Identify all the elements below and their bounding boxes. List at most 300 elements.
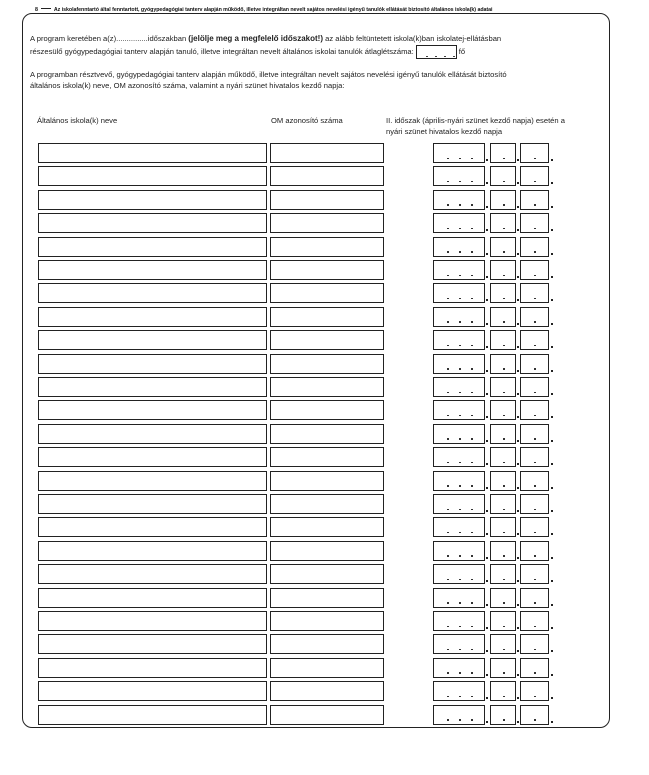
digit-tick bbox=[503, 321, 505, 323]
date-separator bbox=[486, 557, 488, 559]
school-name-field[interactable] bbox=[38, 611, 267, 631]
school-name-field[interactable] bbox=[38, 400, 267, 420]
year-field[interactable] bbox=[433, 354, 485, 374]
year-field[interactable] bbox=[433, 611, 485, 631]
section-title: Az iskolafenntartó által fenntartott, gyógypedagógiai tanterv alapján működő, illetve integráltan nevelt sajátos nevelési igényű tanulók ellátását biztosító általános iskola(k) adatai bbox=[53, 7, 493, 13]
day-field[interactable] bbox=[520, 237, 549, 257]
year-field[interactable] bbox=[433, 400, 485, 420]
month-field[interactable] bbox=[490, 237, 516, 257]
para1-text-pre: A program keretében a(z)...............időszakban bbox=[30, 34, 187, 43]
digit-tick bbox=[503, 204, 505, 206]
digit-tick bbox=[459, 204, 461, 206]
om-id-field[interactable] bbox=[270, 634, 384, 654]
digit-tick bbox=[503, 275, 505, 277]
digit-tick bbox=[459, 415, 461, 417]
month-field[interactable] bbox=[490, 517, 516, 537]
school-name-field[interactable] bbox=[38, 424, 267, 444]
om-id-field[interactable] bbox=[270, 237, 384, 257]
average-headcount-input[interactable] bbox=[416, 45, 457, 59]
para1-line1 bbox=[30, 34, 501, 45]
date-separator bbox=[517, 627, 519, 629]
om-id-field[interactable] bbox=[270, 541, 384, 561]
digit-tick bbox=[534, 415, 536, 417]
digit-tick bbox=[471, 392, 473, 394]
date-separator bbox=[517, 182, 519, 184]
date-separator bbox=[486, 697, 488, 699]
om-id-field[interactable] bbox=[270, 143, 384, 163]
date-separator bbox=[486, 346, 488, 348]
date-separator bbox=[551, 440, 553, 442]
day-field[interactable] bbox=[520, 658, 549, 678]
date-separator bbox=[551, 721, 553, 723]
digit-tick bbox=[503, 626, 505, 628]
date-separator bbox=[486, 627, 488, 629]
digit-tick bbox=[534, 275, 536, 277]
om-id-field[interactable] bbox=[270, 377, 384, 397]
year-field[interactable] bbox=[433, 213, 485, 233]
om-id-field[interactable] bbox=[270, 283, 384, 303]
year-field[interactable] bbox=[433, 517, 485, 537]
digit-tick bbox=[447, 181, 449, 183]
month-field[interactable] bbox=[490, 447, 516, 467]
om-id-field[interactable] bbox=[270, 611, 384, 631]
digit-tick bbox=[534, 438, 536, 440]
school-name-field[interactable] bbox=[38, 166, 267, 186]
date-separator bbox=[551, 627, 553, 629]
school-name-field[interactable] bbox=[38, 705, 267, 725]
om-id-field[interactable] bbox=[270, 213, 384, 233]
date-separator bbox=[486, 604, 488, 606]
om-id-field[interactable] bbox=[270, 564, 384, 584]
digit-tick bbox=[471, 438, 473, 440]
date-separator bbox=[517, 463, 519, 465]
digit-tick bbox=[459, 672, 461, 674]
digit-tick bbox=[534, 509, 536, 511]
digit-tick bbox=[459, 251, 461, 253]
day-field[interactable] bbox=[520, 705, 549, 725]
digit-tick bbox=[534, 649, 536, 651]
digit-tick bbox=[503, 649, 505, 651]
digit-tick bbox=[447, 696, 449, 698]
month-field[interactable] bbox=[490, 307, 516, 327]
day-field[interactable] bbox=[520, 330, 549, 350]
digit-tick bbox=[534, 462, 536, 464]
day-field[interactable] bbox=[520, 377, 549, 397]
digit-tick bbox=[459, 275, 461, 277]
month-field[interactable] bbox=[490, 658, 516, 678]
date-separator bbox=[517, 159, 519, 161]
date-separator bbox=[551, 510, 553, 512]
digit-tick bbox=[471, 228, 473, 230]
om-id-field[interactable] bbox=[270, 354, 384, 374]
digit-tick bbox=[471, 251, 473, 253]
digit-tick bbox=[459, 649, 461, 651]
digit-tick bbox=[447, 275, 449, 277]
school-name-field[interactable] bbox=[38, 494, 267, 514]
digit-tick bbox=[459, 345, 461, 347]
school-name-field[interactable] bbox=[38, 237, 267, 257]
digit-tick bbox=[459, 368, 461, 370]
digit-tick bbox=[503, 532, 505, 534]
day-field[interactable] bbox=[520, 283, 549, 303]
year-field[interactable] bbox=[433, 307, 485, 327]
month-field[interactable] bbox=[490, 541, 516, 561]
digit-tick bbox=[459, 321, 461, 323]
month-field[interactable] bbox=[490, 471, 516, 491]
year-field[interactable] bbox=[433, 260, 485, 280]
school-name-field[interactable] bbox=[38, 564, 267, 584]
year-field[interactable] bbox=[433, 283, 485, 303]
day-field[interactable] bbox=[520, 494, 549, 514]
day-field[interactable] bbox=[520, 190, 549, 210]
date-separator bbox=[486, 510, 488, 512]
day-field[interactable] bbox=[520, 588, 549, 608]
month-field[interactable] bbox=[490, 400, 516, 420]
digit-tick bbox=[459, 392, 461, 394]
year-field[interactable] bbox=[433, 588, 485, 608]
school-name-field[interactable] bbox=[38, 517, 267, 537]
date-separator bbox=[517, 487, 519, 489]
date-separator bbox=[517, 440, 519, 442]
date-separator bbox=[517, 697, 519, 699]
digit-tick bbox=[471, 509, 473, 511]
digit-tick bbox=[459, 438, 461, 440]
month-field[interactable] bbox=[490, 260, 516, 280]
digit-tick bbox=[447, 719, 449, 721]
month-field[interactable] bbox=[490, 283, 516, 303]
digit-tick bbox=[447, 415, 449, 417]
date-separator bbox=[517, 370, 519, 372]
digit-tick bbox=[459, 532, 461, 534]
date-separator bbox=[551, 604, 553, 606]
date-separator bbox=[486, 323, 488, 325]
year-field[interactable] bbox=[433, 447, 485, 467]
digit-tick bbox=[447, 672, 449, 674]
month-field[interactable] bbox=[490, 634, 516, 654]
day-field[interactable] bbox=[520, 424, 549, 444]
digit-tick bbox=[447, 509, 449, 511]
year-field[interactable] bbox=[433, 330, 485, 350]
date-separator bbox=[551, 697, 553, 699]
para1-text-post: az alább feltüntetett iskola(k)ban iskolatej-ellátásban bbox=[325, 34, 502, 43]
section-header bbox=[32, 7, 495, 13]
digit-tick bbox=[459, 485, 461, 487]
digit-tick bbox=[471, 626, 473, 628]
om-id-field[interactable] bbox=[270, 330, 384, 350]
month-field[interactable] bbox=[490, 330, 516, 350]
date-separator bbox=[517, 229, 519, 231]
col-header-period-line1: II. időszak (április-nyári szünet kezdő napja) esetén a bbox=[386, 116, 565, 125]
day-field[interactable] bbox=[520, 541, 549, 561]
date-separator bbox=[517, 510, 519, 512]
school-name-field[interactable] bbox=[38, 658, 267, 678]
date-separator bbox=[551, 276, 553, 278]
day-field[interactable] bbox=[520, 307, 549, 327]
date-separator bbox=[517, 299, 519, 301]
date-separator bbox=[551, 416, 553, 418]
day-field[interactable] bbox=[520, 213, 549, 233]
digit-tick bbox=[503, 509, 505, 511]
year-field[interactable] bbox=[433, 190, 485, 210]
day-field[interactable] bbox=[520, 564, 549, 584]
digit-tick bbox=[447, 532, 449, 534]
digit-tick bbox=[534, 579, 536, 581]
digit-tick bbox=[447, 462, 449, 464]
digit-tick bbox=[503, 181, 505, 183]
day-field[interactable] bbox=[520, 260, 549, 280]
digit-tick bbox=[534, 368, 536, 370]
year-field[interactable] bbox=[433, 471, 485, 491]
year-field[interactable] bbox=[433, 143, 485, 163]
date-separator bbox=[551, 557, 553, 559]
digit-tick bbox=[534, 298, 536, 300]
year-field[interactable] bbox=[433, 541, 485, 561]
date-separator bbox=[551, 229, 553, 231]
digit-tick bbox=[534, 321, 536, 323]
year-field[interactable] bbox=[433, 634, 485, 654]
date-separator bbox=[486, 182, 488, 184]
date-separator bbox=[486, 721, 488, 723]
month-field[interactable] bbox=[490, 424, 516, 444]
om-id-field[interactable] bbox=[270, 471, 384, 491]
digit-tick bbox=[471, 181, 473, 183]
school-name-field[interactable] bbox=[38, 143, 267, 163]
date-separator bbox=[517, 674, 519, 676]
om-id-field[interactable] bbox=[270, 658, 384, 678]
date-separator bbox=[486, 253, 488, 255]
date-separator bbox=[551, 253, 553, 255]
month-field[interactable] bbox=[490, 705, 516, 725]
om-id-field[interactable] bbox=[270, 400, 384, 420]
digit-tick bbox=[534, 555, 536, 557]
header-dash bbox=[41, 8, 51, 9]
date-separator bbox=[486, 463, 488, 465]
om-id-field[interactable] bbox=[270, 517, 384, 537]
digit-tick bbox=[447, 204, 449, 206]
year-field[interactable] bbox=[433, 564, 485, 584]
date-separator bbox=[486, 533, 488, 535]
digit-tick bbox=[534, 532, 536, 534]
day-field[interactable] bbox=[520, 634, 549, 654]
date-separator bbox=[486, 393, 488, 395]
digit-tick bbox=[503, 345, 505, 347]
school-name-field[interactable] bbox=[38, 213, 267, 233]
digit-tick bbox=[459, 181, 461, 183]
digit-tick bbox=[471, 345, 473, 347]
school-name-field[interactable] bbox=[38, 190, 267, 210]
digit-tick bbox=[459, 696, 461, 698]
om-id-field[interactable] bbox=[270, 166, 384, 186]
digit-tick bbox=[459, 228, 461, 230]
digit-tick bbox=[534, 602, 536, 604]
digit-tick bbox=[459, 626, 461, 628]
year-field[interactable] bbox=[433, 705, 485, 725]
school-name-field[interactable] bbox=[38, 354, 267, 374]
date-separator bbox=[551, 650, 553, 652]
col-header-school-name: Általános iskola(k) neve bbox=[37, 116, 118, 125]
digit-tick bbox=[503, 368, 505, 370]
para2-line1: A programban résztvevő, gyógypedagógiai tanterv alapján működő, illetve integráltan nevelt sajátos nevelési igényű tanulók ellátását biztosító bbox=[30, 70, 507, 79]
digit-tick bbox=[471, 579, 473, 581]
col-header-period-line2: nyári szünet hivatalos kezdő napja bbox=[386, 126, 503, 136]
date-separator bbox=[486, 650, 488, 652]
date-separator bbox=[551, 182, 553, 184]
digit-tick bbox=[447, 345, 449, 347]
digit-tick bbox=[447, 368, 449, 370]
year-field[interactable] bbox=[433, 681, 485, 701]
para1-line2 bbox=[30, 45, 465, 59]
month-field[interactable] bbox=[490, 377, 516, 397]
digit-tick bbox=[534, 626, 536, 628]
day-field[interactable] bbox=[520, 400, 549, 420]
school-name-field[interactable] bbox=[38, 541, 267, 561]
day-field[interactable] bbox=[520, 611, 549, 631]
day-field[interactable] bbox=[520, 517, 549, 537]
month-field[interactable] bbox=[490, 190, 516, 210]
om-id-field[interactable] bbox=[270, 424, 384, 444]
digit-tick bbox=[471, 532, 473, 534]
month-field[interactable] bbox=[490, 166, 516, 186]
day-field[interactable] bbox=[520, 166, 549, 186]
month-field[interactable] bbox=[490, 564, 516, 584]
date-separator bbox=[517, 533, 519, 535]
date-separator bbox=[551, 674, 553, 676]
digit-tick bbox=[503, 228, 505, 230]
digit-tick bbox=[471, 158, 473, 160]
digit-tick bbox=[447, 626, 449, 628]
digit-tick bbox=[534, 181, 536, 183]
digit-tick bbox=[503, 696, 505, 698]
digit-tick bbox=[503, 485, 505, 487]
digit-tick bbox=[503, 392, 505, 394]
school-name-field[interactable] bbox=[38, 634, 267, 654]
month-field[interactable] bbox=[490, 354, 516, 374]
om-id-field[interactable] bbox=[270, 447, 384, 467]
digit-tick bbox=[503, 672, 505, 674]
digit-tick bbox=[534, 158, 536, 160]
digit-tick bbox=[471, 672, 473, 674]
date-separator bbox=[486, 206, 488, 208]
section-number: 8 bbox=[35, 7, 38, 13]
digit-tick bbox=[503, 602, 505, 604]
date-separator bbox=[486, 229, 488, 231]
date-separator bbox=[486, 370, 488, 372]
digit-tick bbox=[534, 485, 536, 487]
day-field[interactable] bbox=[520, 471, 549, 491]
digit-tick bbox=[471, 719, 473, 721]
month-field[interactable] bbox=[490, 611, 516, 631]
school-name-field[interactable] bbox=[38, 283, 267, 303]
date-separator bbox=[517, 650, 519, 652]
digit-tick bbox=[447, 649, 449, 651]
year-field[interactable] bbox=[433, 494, 485, 514]
month-field[interactable] bbox=[490, 681, 516, 701]
digit-tick bbox=[471, 462, 473, 464]
date-separator bbox=[551, 346, 553, 348]
date-separator bbox=[517, 580, 519, 582]
year-field[interactable] bbox=[433, 377, 485, 397]
school-name-field[interactable] bbox=[38, 681, 267, 701]
date-separator bbox=[486, 416, 488, 418]
digit-tick bbox=[503, 555, 505, 557]
school-name-field[interactable] bbox=[38, 377, 267, 397]
school-name-field[interactable] bbox=[38, 330, 267, 350]
para1-line2-text: részesülő gyógypedagógiai tanterv alapján tanuló, illetve integráltan nevelt általános iskolai tanulók átlaglétszáma: bbox=[30, 47, 414, 56]
year-field[interactable] bbox=[433, 166, 485, 186]
school-name-field[interactable] bbox=[38, 307, 267, 327]
digit-tick bbox=[471, 275, 473, 277]
digit-tick bbox=[447, 555, 449, 557]
digit-tick bbox=[503, 462, 505, 464]
school-name-field[interactable] bbox=[38, 471, 267, 491]
digit-tick bbox=[447, 298, 449, 300]
school-name-field[interactable] bbox=[38, 447, 267, 467]
digit-tick bbox=[459, 602, 461, 604]
month-field[interactable] bbox=[490, 143, 516, 163]
digit-tick bbox=[459, 298, 461, 300]
digit-tick bbox=[471, 649, 473, 651]
om-id-field[interactable] bbox=[270, 190, 384, 210]
day-field[interactable] bbox=[520, 681, 549, 701]
date-separator bbox=[517, 206, 519, 208]
om-id-field[interactable] bbox=[270, 260, 384, 280]
om-id-field[interactable] bbox=[270, 307, 384, 327]
school-name-field[interactable] bbox=[38, 588, 267, 608]
digit-tick bbox=[447, 392, 449, 394]
date-separator bbox=[551, 370, 553, 372]
date-separator bbox=[486, 276, 488, 278]
month-field[interactable] bbox=[490, 494, 516, 514]
year-field[interactable] bbox=[433, 424, 485, 444]
date-separator bbox=[551, 393, 553, 395]
om-id-field[interactable] bbox=[270, 588, 384, 608]
month-field[interactable] bbox=[490, 213, 516, 233]
school-name-field[interactable] bbox=[38, 260, 267, 280]
date-separator bbox=[551, 206, 553, 208]
digit-tick bbox=[503, 438, 505, 440]
date-separator bbox=[517, 346, 519, 348]
day-field[interactable] bbox=[520, 143, 549, 163]
digit-tick bbox=[471, 321, 473, 323]
om-id-field[interactable] bbox=[270, 705, 384, 725]
digit-tick bbox=[503, 719, 505, 721]
day-field[interactable] bbox=[520, 354, 549, 374]
digit-tick bbox=[534, 345, 536, 347]
month-field[interactable] bbox=[490, 588, 516, 608]
digit-tick bbox=[447, 438, 449, 440]
digit-tick bbox=[459, 579, 461, 581]
digit-tick bbox=[447, 602, 449, 604]
digit-tick bbox=[471, 485, 473, 487]
date-separator bbox=[486, 674, 488, 676]
digit-tick bbox=[471, 696, 473, 698]
date-separator bbox=[517, 323, 519, 325]
digit-tick bbox=[471, 204, 473, 206]
digit-tick bbox=[534, 719, 536, 721]
day-field[interactable] bbox=[520, 447, 549, 467]
digit-tick bbox=[503, 415, 505, 417]
digit-tick bbox=[459, 719, 461, 721]
para1-bold-instruction: (jelölje meg a megfelelő időszakot!) bbox=[188, 34, 323, 43]
date-separator bbox=[517, 253, 519, 255]
om-id-field[interactable] bbox=[270, 494, 384, 514]
year-field[interactable] bbox=[433, 237, 485, 257]
digit-tick bbox=[459, 555, 461, 557]
om-id-field[interactable] bbox=[270, 681, 384, 701]
year-field[interactable] bbox=[433, 658, 485, 678]
digit-tick bbox=[447, 485, 449, 487]
date-separator bbox=[486, 159, 488, 161]
